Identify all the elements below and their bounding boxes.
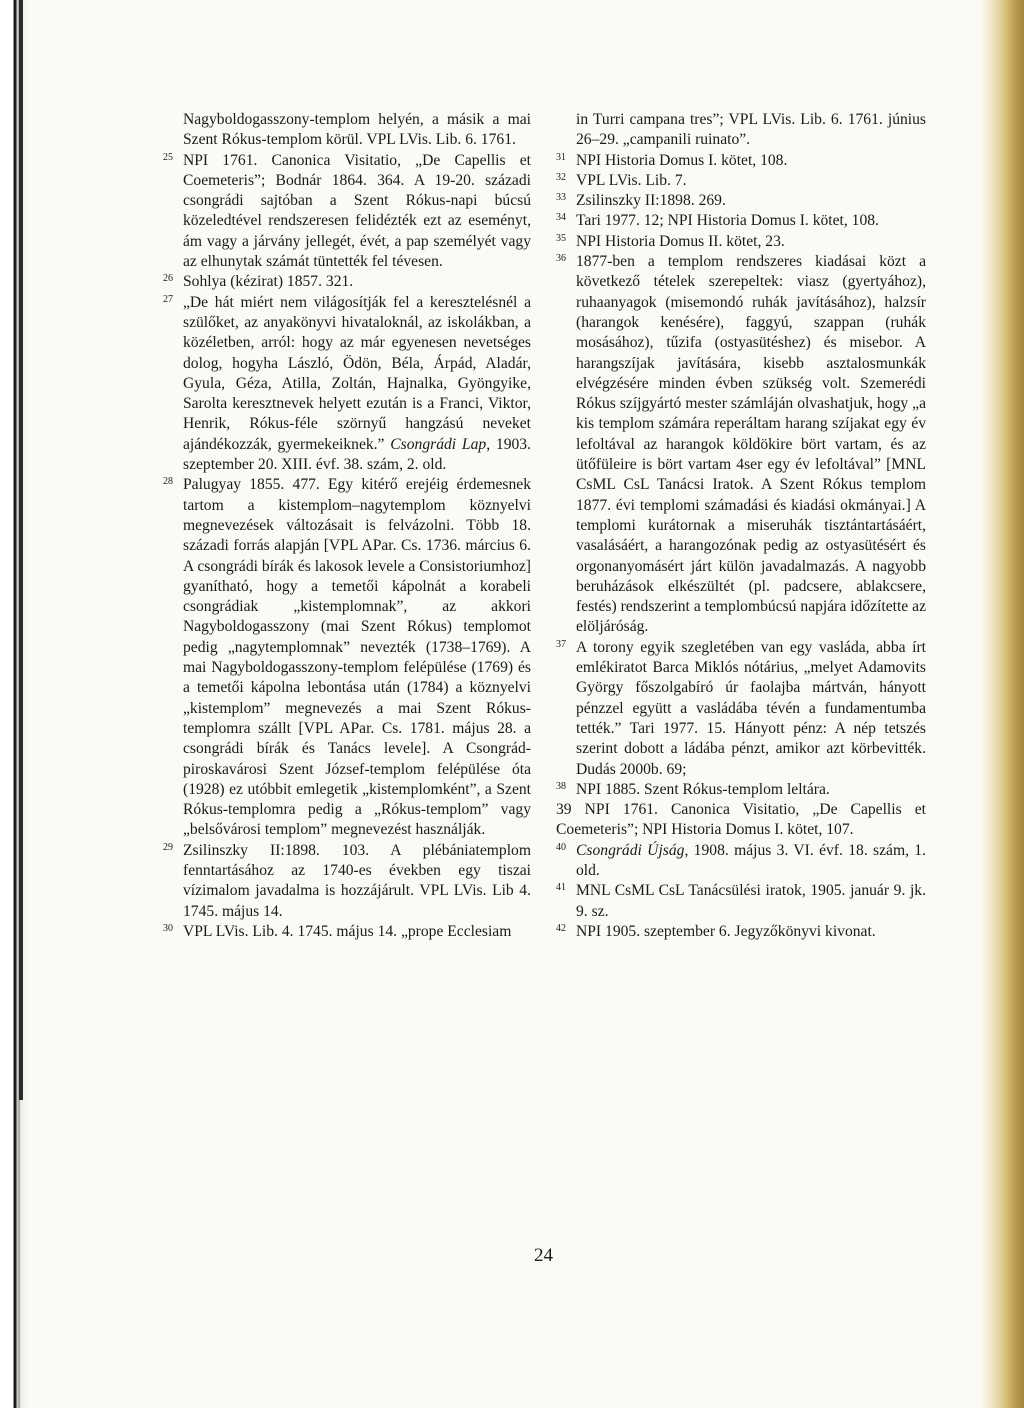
footnote-27 (163, 293, 531, 476)
footnote-number: 37 (556, 638, 566, 650)
footnote-number: 38 (556, 780, 566, 792)
footnote-number: 25 (163, 151, 173, 163)
footnote-32 (556, 171, 926, 191)
footnote-text: MNL CsML CsL Tanácsülési iratok, 1905. január 9. jk. 9. sz. (576, 882, 926, 920)
footnote-35 (556, 232, 926, 252)
footnote-text: NPI 1761. Canonica Visitatio, „De Capellis et Coemeteris”; Bodnár 1864. 364. A 19-20. századi csongrádi sajtóban a Szent Rókus-napi búcsú közeledtével rendszeresen felidézték ezt az eseményt, ám vagy a járvány jellegét, évét, a pap személyét vagy az elhunytak számát tüntették fel tévesen. (183, 151, 531, 271)
footnote-text: Palugyay 1855. 477. Egy kitérő erejéig érdemesnek tartom a kistemplom–nagytemplom köznyelvi megnevezések változásait is felvázolni. Több 18. századi forrás alapján [VPL APar. Cs. 1736. március 6. A csongrádi bírák és lakosok levele a Consistoriumhoz] gyanítható, hogy a temetői kápolnát a korabeli csongrádiak „kistemplomnak”, az akkori Nagyboldogasszony (mai Szent Rókus) templomot pedig „nagytemplomnak” nevezték (1738–1769). A mai Nagyboldogasszony-templom felépülése (1769) és a temetői kápolna lebontása után (1784) a köznyelvi „kistemplom” megnevezés a mai Szent Rókus-templomra szállt [VPL APar. Cs. 1781. május 28. a csongrádi bírák és Tanács levele]. A Csongrád-piroskavárosi Szent József-templom felépülése óta (1928) ez utóbbit emlegetik „kistemplomként”, a Szent Rókus-templomra pedig a „Rókus-templom” vagy „belsővárosi templom” megnevezést használják. (183, 476, 531, 839)
footnote-number: 33 (556, 192, 566, 204)
book-spine-edge (980, 0, 1024, 1408)
footnote-26 (163, 272, 531, 292)
footnote-number: 36 (556, 253, 566, 265)
footnote-39 (556, 800, 926, 841)
footnote-text: NPI 1761. Canonica Visitatio, „De Capellis et Coemeteris”; NPI Historia Domus I. kötet, 107. (556, 801, 926, 839)
footnote-text: Sohlya (kézirat) 1857. 321. (183, 273, 354, 291)
footnote-36 (556, 252, 926, 638)
footnote-28 (163, 475, 531, 840)
footnote-text: NPI 1905. szeptember 6. Jegyzőkönyvi kivonat. (576, 922, 876, 940)
footnote-30 (163, 922, 531, 942)
footnote-text: NPI Historia Domus II. kötet, 23. (576, 232, 785, 250)
footnote-31 (556, 151, 926, 171)
footnote-text: A torony egyik szegletében van egy vasláda, abba írt emlékiratot Barca Miklós nótárius, „melyet Adamovits György főszolgabíró úr faolajba mártván, hányott pénzzel együtt a vasládába tévén a fundamentumba tették.” Tari 1977. 15. Hányott pénz: A nép tetszés szerint dobott a ládába pénzt, amikor azt körbevitték. Dudás 2000b. 69; (576, 638, 926, 778)
footnote-number: 39 (556, 801, 572, 819)
footnote-number: 34 (556, 212, 566, 224)
footnote-number: 31 (556, 151, 566, 163)
footnote-source-detail: , 1903. szeptember 20. XIII. évf. 38. szám, 2. old. (183, 435, 531, 474)
footnote-number: 29 (163, 841, 173, 853)
footnote-29 (163, 841, 531, 922)
footnote-source-title: Csongrádi Újság (576, 841, 685, 859)
footnote-42 (556, 922, 926, 942)
scan-margin-mark (19, 0, 23, 1100)
footnote-25 (163, 151, 531, 273)
footnote-text: „De hát miért nem világosítják fel a keresztelésnél a szülőket, az anyakönyvi hivataloknál, az iskolákban, a közéletben, arról: hogy az már egyenesen nevetséges dolog, hogyha László, Ödön, Béla, Árpád, Aladár, Gyula, Géza, Atilla, Zoltán, Hajnalka, Gyöngyike, Sarolta keresztnevek helyett ezután is a Franci, Viktor, Henrik, Rókus-féle szörnyű hangzású neveket ajándékozzák, gyermekeiknek.” (183, 293, 531, 453)
footnote-number: 40 (556, 841, 566, 853)
footnote-continuation (163, 110, 531, 151)
footnote-text: Nagyboldogasszony-templom helyén, a másik a mai Szent Rókus-templom körül. VPL LVis. Lib. 6. 1761. (183, 111, 531, 149)
footnote-text: VPL LVis. Lib. 4. 1745. május 14. „prope Ecclesiam (183, 922, 512, 940)
footnote-number: 28 (163, 476, 173, 488)
footnote-text: 1877-ben a templom rendszeres kiadásai közt a következő tételek szerepeltek: viasz (gyertyához), ruhaanyagok (misemondó ruhák javításához), halzsír (harangok kenésére), faggyú, szappan (ruhák mosásához), tűzifa (ostyasütéshez) és misebor. A harangszíjak javítására, kisebb asztalosmunkák elvégzésére minden évben szükség volt. Szemerédi Rókus szíjgyártó mester számláján olvashatjuk, hogy „a kis templom számára reperáltam harang szíjakat egy év lefoltával az harangok köldökire bört vartam, és az ütőfüleire is bört vartam 4ser egy év lefoltával” [MNL CsML CsL Tanácsi Iratok. A Szent Rókus templom 1877. évi templomi számadási és kiadási okmányai.] A templomi kurátornak a miseruhák tisztántartásáért, vasalásáért, a harangozónak pedig az ostyasütésért és orgonanyomásért járt külön javadalmazás. A nagyobb beruházások elkészültét (pl. padcsere, ablakcsere, festés) rendszerint a templombúcsú napjára időzítette az elöljáróság. (576, 253, 926, 636)
footnote-33 (556, 191, 926, 211)
footnote-text: Tari 1977. 12; NPI Historia Domus I. kötet, 108. (576, 212, 879, 230)
footnote-number: 41 (556, 882, 566, 894)
footnote-37 (556, 638, 926, 780)
footnote-number: 35 (556, 232, 566, 244)
footnote-source-title: Csongrádi Lap (390, 435, 487, 453)
footnote-text: Zsilinszky II:1898. 103. A plébániatemplom fenntartásához az 1740-es években egy tiszai vízimalom javadalma is hozzájárult. VPL LVis. Lib 4. 1745. május 14. (183, 841, 531, 920)
footnote-number: 27 (163, 293, 173, 305)
footnote-text: Zsilinszky II:1898. 269. (576, 192, 726, 210)
footnote-continuation (556, 110, 926, 151)
footnote-34 (556, 211, 926, 231)
footnotes-right-column (556, 110, 926, 942)
footnote-38 (556, 780, 926, 800)
scan-left-edge (0, 0, 30, 1408)
footnote-text: NPI 1885. Szent Rókus-templom leltára. (576, 780, 830, 798)
footnote-text: NPI Historia Domus I. kötet, 108. (576, 151, 788, 169)
footnotes-left-column (163, 110, 531, 942)
footnote-source-detail: , 1908. május 3. VI. évf. 18. szám, 1. old. (576, 841, 927, 879)
page-number: 24 (534, 1245, 553, 1266)
footnote-number: 26 (163, 273, 173, 285)
footnote-number: 30 (163, 922, 173, 934)
footnote-40 (556, 841, 926, 882)
footnote-number: 42 (556, 922, 566, 934)
footnote-number: 32 (556, 171, 566, 183)
footnote-text: in Turri campana tres”; VPL LVis. Lib. 6. 1761. június 26–29. „campanili ruinato”. (576, 111, 926, 149)
footnote-text: VPL LVis. Lib. 7. (576, 171, 687, 189)
footnote-41 (556, 881, 926, 922)
